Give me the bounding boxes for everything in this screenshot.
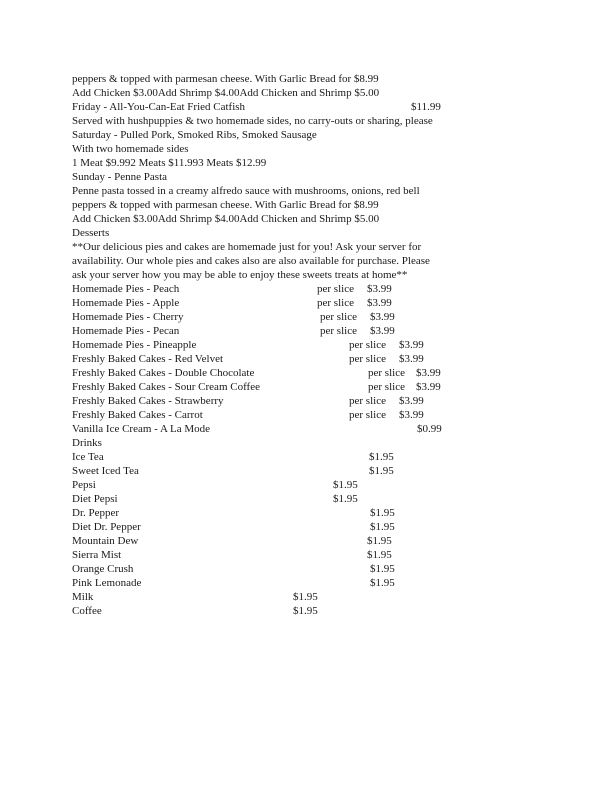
ice-cream-name: Vanilla Ice Cream - A La Mode [72, 423, 211, 435]
dessert-item-name: Homemade Pies - Peach [72, 283, 180, 295]
desserts-note-line-1: **Our delicious pies and cakes are homemade just for you! Ask your server for [72, 241, 422, 253]
drink-price: $1.95 [369, 465, 394, 477]
drink-price: $1.95 [293, 605, 318, 617]
friday-description: Served with hushpuppies & two homemade sides, no carry-outs or sharing, please [72, 115, 433, 127]
friday-price: $11.99 [411, 101, 441, 113]
dessert-item-name: Homemade Pies - Pecan [72, 325, 180, 337]
drink-price: $1.95 [370, 507, 395, 519]
dessert-item-name: Homemade Pies - Cherry [72, 311, 184, 323]
sunday-description-line-1: Penne pasta tossed in a creamy alfredo sauce with mushrooms, onions, red bell [72, 185, 420, 197]
dessert-item-price: $3.99 [399, 395, 424, 407]
drink-name: Coffee [72, 605, 102, 617]
desserts-note-line-3: ask your server how you may be able to enjoy these sweets treats at home** [72, 269, 408, 281]
ice-cream-price: $0.99 [417, 423, 442, 435]
drink-name: Pepsi [72, 479, 96, 491]
drink-name: Mountain Dew [72, 535, 139, 547]
drink-name: Diet Pepsi [72, 493, 118, 505]
dessert-item-price: $3.99 [367, 283, 392, 295]
drink-price: $1.95 [370, 577, 395, 589]
drink-name: Diet Dr. Pepper [72, 521, 141, 533]
dessert-item-price: $3.99 [370, 325, 395, 337]
dessert-item-name: Freshly Baked Cakes - Strawberry [72, 395, 224, 407]
dessert-item-price: $3.99 [399, 409, 424, 421]
dessert-item-unit: per slice [349, 395, 386, 407]
desserts-heading: Desserts [72, 227, 110, 239]
dessert-item-unit: per slice [349, 409, 386, 421]
thursday-description-end: peppers & topped with parmesan cheese. With Garlic Bread for $8.99 [72, 73, 379, 85]
drink-price: $1.95 [333, 479, 358, 491]
sunday-description-line-2: peppers & topped with parmesan cheese. With Garlic Bread for $8.99 [72, 199, 379, 211]
drink-price: $1.95 [370, 563, 395, 575]
drinks-heading: Drinks [72, 437, 102, 449]
dessert-item-unit: per slice [317, 283, 354, 295]
dessert-item-price: $3.99 [416, 381, 441, 393]
dessert-item-name: Freshly Baked Cakes - Double Chocolate [72, 367, 255, 379]
dessert-item-name: Freshly Baked Cakes - Sour Cream Coffee [72, 381, 260, 393]
saturday-sides: With two homemade sides [72, 143, 189, 155]
dessert-item-unit: per slice [368, 381, 405, 393]
sunday-title: Sunday - Penne Pasta [72, 171, 168, 183]
drink-price: $1.95 [293, 591, 318, 603]
desserts-note-line-2: availability. Our whole pies and cakes also are also available for purchase. Please [72, 255, 430, 267]
drink-price: $1.95 [333, 493, 358, 505]
drink-name: Sierra Mist [72, 549, 122, 561]
dessert-item-unit: per slice [368, 367, 405, 379]
drink-name: Ice Tea [72, 451, 104, 463]
dessert-item-unit: per slice [317, 297, 354, 309]
drink-price: $1.95 [369, 451, 394, 463]
drink-price: $1.95 [367, 549, 392, 561]
dessert-item-name: Freshly Baked Cakes - Red Velvet [72, 353, 224, 365]
dessert-item-name: Homemade Pies - Apple [72, 297, 180, 309]
dessert-item-price: $3.99 [416, 367, 441, 379]
dessert-item-unit: per slice [349, 339, 386, 351]
dessert-item-unit: per slice [349, 353, 386, 365]
dessert-item-unit: per slice [320, 325, 357, 337]
drink-name: Orange Crush [72, 563, 134, 575]
dessert-item-name: Homemade Pies - Pineapple [72, 339, 197, 351]
dessert-item-price: $3.99 [399, 353, 424, 365]
saturday-title: Saturday - Pulled Pork, Smoked Ribs, Smoked Sausage [72, 129, 317, 141]
dessert-item-price: $3.99 [370, 311, 395, 323]
drink-price: $1.95 [370, 521, 395, 533]
saturday-prices: 1 Meat $9.992 Meats $11.993 Meats $12.99 [72, 157, 267, 169]
sunday-addons: Add Chicken $3.00Add Shrimp $4.00Add Chicken and Shrimp $5.00 [72, 213, 380, 225]
thursday-addons: Add Chicken $3.00Add Shrimp $4.00Add Chicken and Shrimp $5.00 [72, 87, 380, 99]
drink-name: Sweet Iced Tea [72, 465, 139, 477]
friday-title: Friday - All-You-Can-Eat Fried Catfish [72, 101, 246, 113]
dessert-item-unit: per slice [320, 311, 357, 323]
dessert-item-price: $3.99 [399, 339, 424, 351]
dessert-item-price: $3.99 [367, 297, 392, 309]
drink-name: Pink Lemonade [72, 577, 142, 589]
dessert-item-name: Freshly Baked Cakes - Carrot [72, 409, 203, 421]
drink-name: Dr. Pepper [72, 507, 120, 519]
drink-price: $1.95 [367, 535, 392, 547]
drink-name: Milk [72, 591, 94, 603]
